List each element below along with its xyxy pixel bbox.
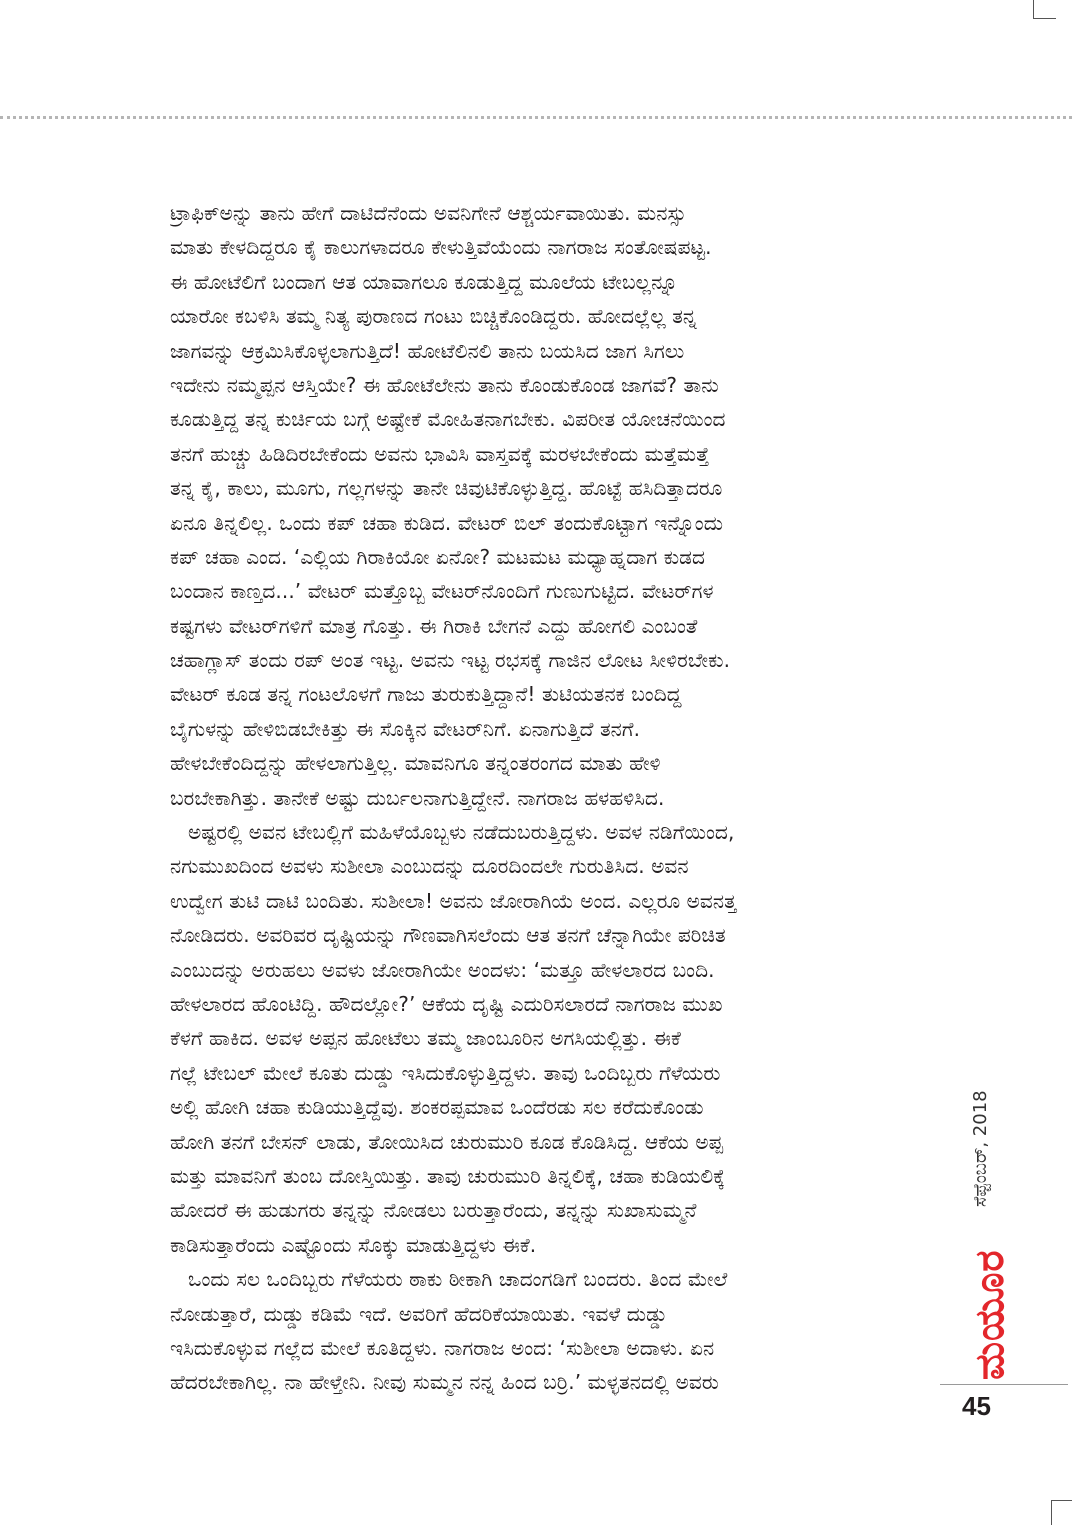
- text-line: ಅಲ್ಲಿ ಹೋಗಿ ಚಹಾ ಕುಡಿಯುತ್ತಿದ್ದೆವು. ಶಂಕರಪ್ಪಮಾವ ಒಂದೆರಡು ಸಲ ಕರೆದುಕೊಂಡು: [170, 1095, 704, 1120]
- text-line: ವೇಟರ್ ಕೂಡ ತನ್ನ ಗಂಟಲೊಳಗೆ ಗಾಜು ತುರುಕುತ್ತಿದ್ದಾನೆ! ತುಟಿಯತನಕ ಬಂದಿದ್ದ: [170, 682, 682, 707]
- page-number: 45: [962, 1391, 991, 1421]
- text-line: ಇಸಿದುಕೊಳ್ಳುವ ಗಲ್ಲೆದ ಮೇಲೆ ಕೂತಿದ್ದಳು. ನಾಗರಾಜ ಅಂದ: ‘ಸುಶೀಲಾ ಅದಾಳು. ಏನ: [170, 1335, 715, 1360]
- text-line: ಬೈಗುಳನ್ನು ಹೇಳಿಬಿಡಬೇಕಿತ್ತು ಈ ಸೊಕ್ಕಿನ ವೇಟರ್‌ನಿಗೆ. ಏನಾಗುತ್ತಿದೆ ತನಗೆ.: [170, 716, 641, 741]
- magazine-logo: [958, 1220, 1018, 1380]
- story-text-column: [170, 196, 910, 1400]
- text-line: ತನ್ನ ಕೈ, ಕಾಲು, ಮೂಗು, ಗಲ್ಲಗಳನ್ನು ತಾನೇ ಚಿವುಟಿಕೊಳ್ಳುತ್ತಿದ್ದ. ಹೊಟ್ಟೆ ಹಸಿದಿತ್ತಾದರೂ: [170, 476, 723, 501]
- text-line: ಬಂದಾನ ಕಾಣ್ತದ...’ ವೇಟರ್ ಮತ್ತೊಬ್ಬ ವೇಟರ್‌ನೊಂದಿಗೆ ಗುಣುಗುಟ್ಟಿದ. ವೇಟರ್‌ಗಳ: [170, 579, 714, 604]
- text-line: ಏನೂ ತಿನ್ನಲಿಲ್ಲ. ಒಂದು ಕಪ್ ಚಹಾ ಕುಡಿದ. ವೇಟರ್ ಬಿಲ್ ತಂದುಕೊಟ್ಟಾಗ ಇನ್ನೊಂದು: [170, 510, 724, 535]
- text-line: ಇದೇನು ನಮ್ಮಪ್ಪನ ಆಸ್ತಿಯೇ? ಈ ಹೋಟೆಲೇನು ತಾನು ಕೊಂಡುಕೊಂಡ ಜಾಗವೆ? ತಾನು: [170, 372, 719, 397]
- text-line: ಉದ್ವೇಗ ತುಟಿ ದಾಟಿ ಬಂದಿತು. ಸುಶೀಲಾ! ಅವನು ಜೋರಾಗಿಯೆ ಅಂದ. ಎಲ್ಲರೂ ಅವನತ್ತ: [170, 888, 737, 913]
- text-line: ಕಪ್ ಚಹಾ ಎಂದ. ‘ಎಲ್ಲಿಯ ಗಿರಾಕಿಯೋ ಏನೋ? ಮಟಮಟ ಮಧ್ಯಾಹ್ನದಾಗ ಕುಡದ: [170, 544, 706, 569]
- text-line: ಹೋದರೆ ಈ ಹುಡುಗರು ತನ್ನನ್ನು ನೋಡಲು ಬರುತ್ತಾರೆಂದು, ತನ್ನನ್ನು ಸುಖಾಸುಮ್ಮನೆ: [170, 1198, 697, 1223]
- text-line: ಎಂಬುದನ್ನು ಅರುಹಲು ಅವಳು ಜೋರಾಗಿಯೇ ಅಂದಳು: ‘ಮತ್ತೂ ಹೇಳಲಾರದ ಬಂದಿ.: [170, 957, 715, 982]
- text-line: ಕೆಳಗೆ ಹಾಕಿದ. ಅವಳ ಅಪ್ಪನ ಹೋಟೆಲು ತಮ್ಮ ಜಾಂಬೂರಿನ ಅಗಸಿಯಲ್ಲಿತ್ತು. ಈಕೆ: [170, 1026, 681, 1051]
- dotted-header-rule: [0, 116, 1072, 119]
- text-line: ಮತ್ತು ಮಾವನಿಗೆ ತುಂಬ ದೋಸ್ತಿಯಿತ್ತು. ತಾವು ಚುರುಮುರಿ ತಿನ್ನಲಿಕ್ಕೆ, ಚಹಾ ಕುಡಿಯಲಿಕ್ಕೆ: [170, 1163, 725, 1188]
- text-line: ಕೂಡುತ್ತಿದ್ದ ತನ್ನ ಕುರ್ಚಿಯ ಬಗ್ಗೆ ಅಷ್ಟೇಕೆ ಮೋಹಿತನಾಗಬೇಕು. ವಿಪರೀತ ಯೋಚನೆಯಿಂದ: [170, 407, 726, 432]
- text-line: ನಗುಮುಖದಿಂದ ಅವಳು ಸುಶೀಲಾ ಎಂಬುದನ್ನು ದೂರದಿಂದಲೇ ಗುರುತಿಸಿದ. ಅವನ: [170, 854, 689, 879]
- text-line: ಹೆದರಬೇಕಾಗಿಲ್ಲ. ನಾ ಹೇಳ್ತೇನಿ. ನೀವು ಸುಮ್ಮನ ನನ್ನ ಹಿಂದ ಬರ್ರಿ.’ ಮಳ್ಳತನದಲ್ಲಿ ಅವರು: [170, 1370, 719, 1395]
- text-line: ಮಾತು ಕೇಳದಿದ್ದರೂ ಕೈ ಕಾಲುಗಳಾದರೂ ಕೇಳುತ್ತಿವೆಯೆಂದು ನಾಗರಾಜ ಸಂತೋಷಪಟ್ಟ.: [170, 235, 712, 260]
- text-line: ಹೋಗಿ ತನಗೆ ಬೇಸನ್ ಲಾಡು, ತೋಯಿಸಿದ ಚುರುಮುರಿ ಕೂಡ ಕೊಡಿಸಿದ್ದ. ಆಕೆಯ ಅಪ್ಪ: [170, 1129, 724, 1154]
- text-line: ಹೇಳಬೇಕೆಂದಿದ್ದನ್ನು ಹೇಳಲಾಗುತ್ತಿಲ್ಲ. ಮಾವನಿಗೂ ತನ್ನಂತರಂಗದ ಮಾತು ಹೇಳಿ: [170, 751, 661, 776]
- text-line: ಯಾರೋ ಕಬಳಿಸಿ ತಮ್ಮ ನಿತ್ಯ ಪುರಾಣದ ಗಂಟು ಬಿಚ್ಚಿಕೊಂಡಿದ್ದರು. ಹೋದಲ್ಲೆಲ್ಲ ತನ್ನ: [170, 304, 697, 329]
- magazine-logo-text: ಮಯೂರ: [967, 1249, 1013, 1380]
- text-line: ಗಲ್ಲೆ ಟೇಬಲ್ ಮೇಲೆ ಕೂತು ದುಡ್ಡು ಇಸಿದುಕೊಳ್ಳುತ್ತಿದ್ದಳು. ತಾವು ಒಂದಿಬ್ಬರು ಗೆಳೆಯರು: [170, 1060, 721, 1085]
- text-line: ಈ ಹೋಟೆಲಿಗೆ ಬಂದಾಗ ಆತ ಯಾವಾಗಲೂ ಕೂಡುತ್ತಿದ್ದ ಮೂಲೆಯ ಟೇಬಲ್ಲನ್ನೂ: [170, 269, 678, 294]
- text-line: ನೋಡಿದರು. ಅವರಿವರ ದೃಷ್ಟಿಯನ್ನು ಗೌಣವಾಗಿಸಲೆಂದು ಆತ ತನಗೆ ಚೆನ್ನಾಗಿಯೇ ಪರಿಚಿತ: [170, 923, 726, 948]
- text-line: ಕಷ್ಟಗಳು ವೇಟರ್‌ಗಳಿಗೆ ಮಾತ್ರ ಗೊತ್ತು. ಈ ಗಿರಾಕಿ ಬೇಗನೆ ಎದ್ದು ಹೋಗಲಿ ಎಂಬಂತೆ: [170, 613, 698, 638]
- text-line: ಕಾಡಿಸುತ್ತಾರೆಂದು ಎಷ್ಟೊಂದು ಸೊಕ್ಕು ಮಾಡುತ್ತಿದ್ದಳು ಈಕೆ.: [170, 1232, 537, 1257]
- folio-rule: [940, 1384, 1068, 1385]
- crop-mark-bottom-right: [1051, 1500, 1072, 1525]
- text-line: ಬರಬೇಕಾಗಿತ್ತು. ತಾನೇಕೆ ಅಷ್ಟು ದುರ್ಬಲನಾಗುತ್ತಿದ್ದೇನೆ. ನಾಗರಾಜ ಹಳಹಳಿಸಿದ.: [170, 785, 665, 810]
- text-line: ಒಂದು ಸಲ ಒಂದಿಬ್ಬರು ಗೆಳೆಯರು ಠಾಕು ಠೀಕಾಗಿ ಚಾದಂಗಡಿಗೆ ಬಂದರು. ತಿಂದ ಮೇಲೆ: [188, 1267, 728, 1292]
- text-line: ಅಷ್ಟರಲ್ಲಿ ಅವನ ಟೇಬಲ್ಲಿಗೆ ಮಹಿಳೆಯೊಬ್ಬಳು ನಡೆದುಬರುತ್ತಿದ್ದಳು. ಅವಳ ನಡಿಗೆಯಿಂದ,: [188, 820, 735, 845]
- issue-date: ಸೆಪ್ಟೆಂಬರ್, 2018: [970, 1090, 991, 1207]
- text-line: ಟ್ರಾಫಿಕ್‌ಅನ್ನು ತಾನು ಹೇಗೆ ದಾಟಿದೆನೆಂದು ಅವನಿಗೇನೆ ಆಶ್ಚರ್ಯವಾಯಿತು. ಮನಸ್ಸು: [170, 201, 687, 225]
- crop-mark-top-right: [1033, 0, 1056, 19]
- text-line: ಹೇಳಲಾರದ ಹೊಂಟಿದ್ದಿ. ಹೌದಲ್ಲೋ?’ ಆಕೆಯ ದೃಷ್ಟಿ ಎದುರಿಸಲಾರದೆ ನಾಗರಾಜ ಮುಖ: [170, 991, 723, 1016]
- text-line: ತನಗೆ ಹುಚ್ಚು ಹಿಡಿದಿರಬೇಕೆಂದು ಅವನು ಭಾವಿಸಿ ವಾಸ್ತವಕ್ಕೆ ಮರಳಬೇಕೆಂದು ಮತ್ತೆಮತ್ತೆ: [170, 441, 710, 466]
- text-line: ಜಾಗವನ್ನು ಆಕ್ರಮಿಸಿಕೊಳ್ಳಲಾಗುತ್ತಿದೆ! ಹೋಟೆಲಿನಲಿ ತಾನು ಬಯಸಿದ ಜಾಗ ಸಿಗಲು: [170, 338, 685, 363]
- text-line: ಚಹಾಗ್ಲಾಸ್ ತಂದು ರಪ್ ಅಂತ ಇಟ್ಟ. ಅವನು ಇಟ್ಟ ರಭಸಕ್ಕೆ ಗಾಜಿನ ಲೋಟ ಸೀಳಿರಬೇಕು.: [170, 648, 731, 673]
- text-line: ನೋಡುತ್ತಾರೆ, ದುಡ್ಡು ಕಡಿಮೆ ಇದೆ. ಅವರಿಗೆ ಹೆದರಿಕೆಯಾಯಿತು. ಇವಳೆ ದುಡ್ಡು: [170, 1301, 668, 1326]
